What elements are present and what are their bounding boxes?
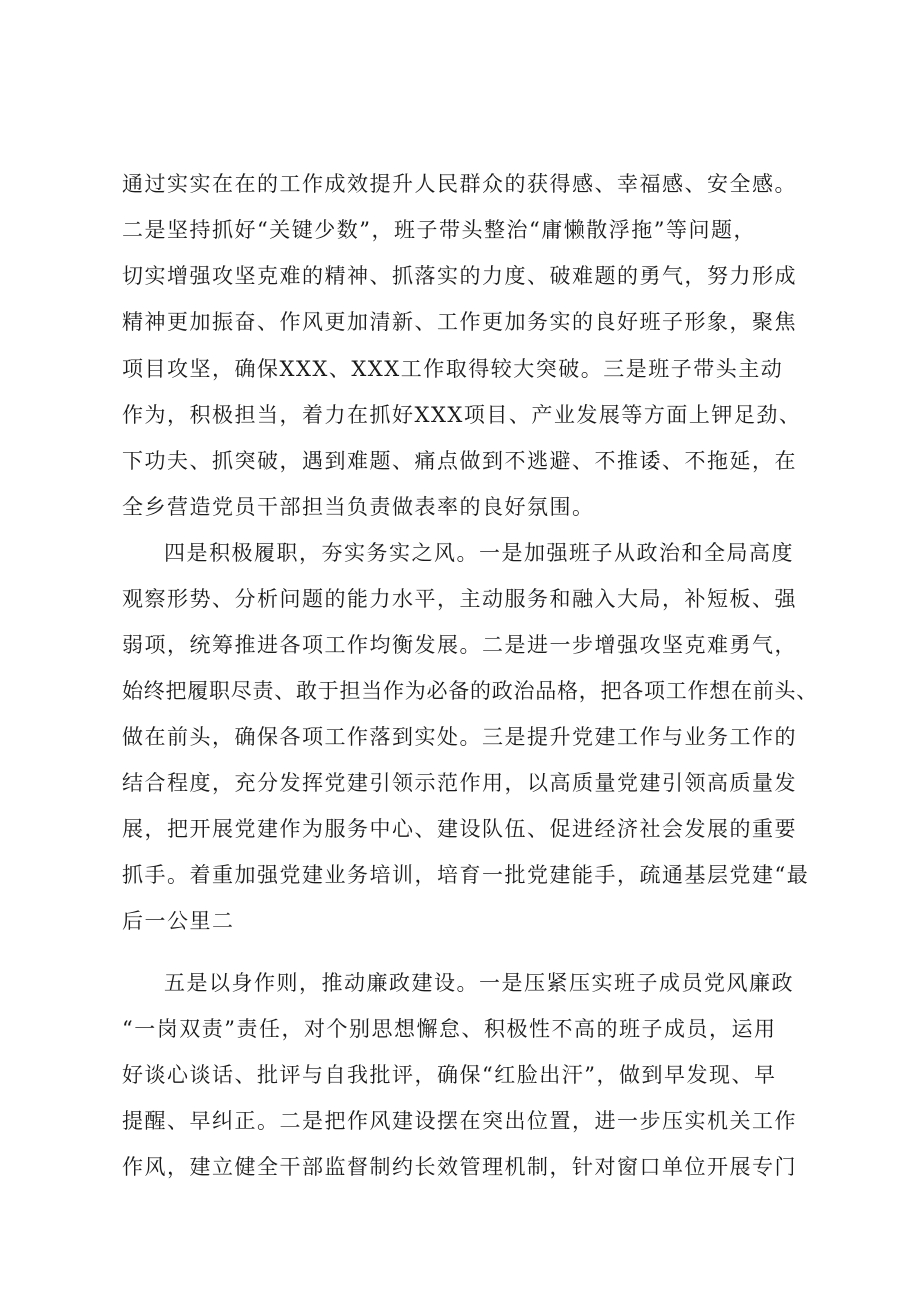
text-line: 通过实实在在的工作成效提升人民群众的获得感、幸福感、安全感。: [122, 172, 797, 196]
text-line: 弱项，统筹推进各项工作均衡发展。二是进一步增强攻坚克难勇气，: [122, 633, 797, 657]
text-line: 后一公里二: [122, 909, 235, 933]
text-line: 始终把履职尽责、敢于担当作为必备的政治品格，把各项工作想在前头、: [122, 679, 818, 703]
text-line: 做在前头，确保各项工作落到实处。三是提升党建工作与业务工作的: [122, 725, 797, 749]
text-line: 全乡营造党员干部担当负责做表率的良好氛围。: [122, 495, 595, 519]
text-line: 作为，积极担当，着力在抓好XXX项目、产业发展等方面上钾足劲、: [122, 403, 802, 427]
text-line: 抓手。着重加强党建业务培训，培育一批党建能手，疏通基层党建“最: [122, 863, 810, 887]
text-line: 项目攻坚，确保XXX、XXX工作取得较大突破。三是班子带头主动: [122, 357, 784, 381]
text-line: 结合程度，充分发挥党建引领示范作用，以高质量党建引领高质量发: [122, 771, 797, 795]
text-line: 下功夫、抓突破，遇到难题、痛点做到不逃避、不推诿、不拖延，在: [122, 449, 797, 473]
text-line: 二是坚持抓好“关键少数”，班子带头整治“庸懒散浮拖”等问题，: [122, 218, 756, 242]
text-line: “一岗双责”责任，对个别思想懈怠、积极性不高的班子成员，运用: [122, 1017, 777, 1041]
text-line: 好谈心谈话、批评与自我批评，确保“红脸出汗”，做到早发现、早: [122, 1063, 777, 1087]
text-line: 观察形势、分析问题的能力水平，主动服务和融入大局，补短板、强: [122, 587, 797, 611]
paragraph-first-line: 五是以身作则，推动廉政建设。一是压紧压实班子成员党风廉政: [164, 971, 794, 995]
text-line: 精神更加振奋、作风更加清新、工作更加务实的良好班子形象，聚焦: [122, 310, 797, 334]
text-line: 切实增强攻坚克难的精神、抓落实的力度、破难题的勇气，努力形成: [122, 264, 797, 288]
text-line: 提醒、早纠正。二是把作风建设摆在突出位置，进一步压实机关工作: [122, 1109, 797, 1133]
text-line: 作风，建立健全干部监督制约长效管理机制，针对窗口单位开展专门: [122, 1155, 797, 1179]
text-line: 展，把开展党建作为服务中心、建设队伍、促进经济社会发展的重要: [122, 817, 797, 841]
paragraph-first-line: 四是积极履职，夯实务实之风。一是加强班子从政治和全局高度: [164, 541, 794, 565]
